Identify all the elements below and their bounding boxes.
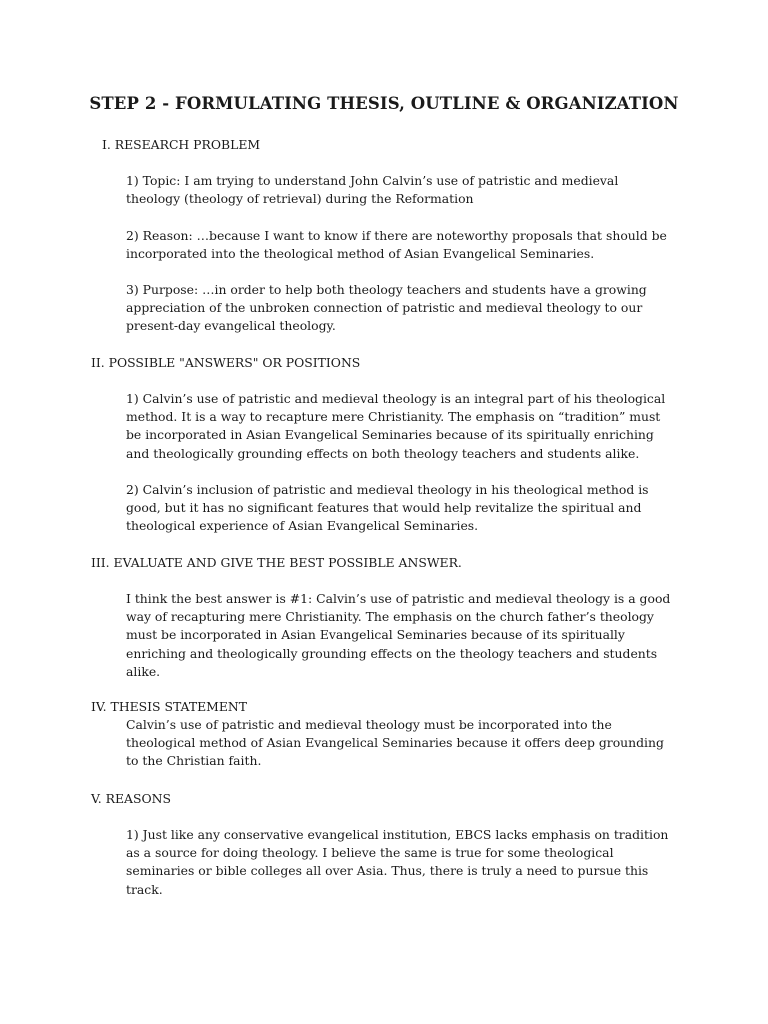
- text-line: Calvin’s use of patristic and medieval theology must be incorporated into the: [126, 717, 612, 732]
- text-line: to the Christian faith.: [126, 753, 262, 769]
- text-line: theology (theology of retrieval) during the Reformation: [126, 191, 474, 207]
- text-line: and theologically grounding effects on both theology teachers and students alike.: [126, 445, 640, 461]
- text-line: seminaries or bible colleges all over Asia. Thus, there is truly a need to pursue this: [126, 863, 649, 879]
- text-line: present-day evangelical theology.: [126, 318, 336, 334]
- heading-thesis-statement: IV. THESIS STATEMENT: [91, 699, 247, 714]
- text-line: alike.: [126, 663, 161, 679]
- heading-possible-answers: II. POSSIBLE "ANSWERS" OR POSITIONS: [91, 355, 361, 370]
- text-line: I think the best answer is #1: Calvin’s use of patristic and medieval theology is a good: [126, 591, 671, 606]
- heading-evaluate: III. EVALUATE AND GIVE THE BEST POSSIBLE ANSWER.: [91, 555, 462, 570]
- text-line: theological method of Asian Evangelical Seminaries because it offers deep grounding: [126, 735, 664, 751]
- text-line: 3) Purpose: …in order to help both theology teachers and students have a growing: [126, 282, 647, 297]
- text-line: incorporated into the theological method of Asian Evangelical Seminaries.: [126, 246, 595, 262]
- text-line: 2) Reason: …because I want to know if there are noteworthy proposals that should be: [126, 228, 667, 243]
- text-line: as a source for doing theology. I believe the same is true for some theological: [126, 845, 614, 861]
- text-line: way of recapturing mere Christianity. The emphasis on the church father’s theology: [126, 609, 654, 625]
- text-line: good, but it has no significant features that would help revitalize the spiritual and: [126, 500, 642, 516]
- text-line: appreciation of the unbroken connection of patristic and medieval theology to our: [126, 300, 643, 316]
- heading-reasons: V. REASONS: [91, 791, 171, 806]
- text-line: 1) Topic: I am trying to understand John Calvin’s use of patristic and medieval: [126, 173, 619, 188]
- paragraph-thesis: [126, 716, 686, 771]
- document-title: STEP 2 - FORMULATING THESIS, OUTLINE & ORGANIZATION: [89, 94, 679, 113]
- text-line: enriching and theologically grounding effects on the theology teachers and students: [126, 645, 658, 661]
- paragraph-best-answer: [126, 590, 686, 681]
- text-line: 2) Calvin’s inclusion of patristic and medieval theology in his theological method is: [126, 482, 649, 497]
- paragraph-answer-1: [126, 390, 686, 463]
- paragraph-answer-2: [126, 481, 686, 536]
- text-line: method. It is a way to recapture mere Christianity. The emphasis on “tradition” must: [126, 409, 661, 425]
- heading-research-problem: I. RESEARCH PROBLEM: [102, 137, 261, 152]
- text-line: theological experience of Asian Evangelical Seminaries.: [126, 518, 479, 534]
- text-line: track.: [126, 881, 163, 897]
- text-line: 1) Just like any conservative evangelical institution, EBCS lacks emphasis on tradition: [126, 827, 669, 842]
- text-line: must be incorporated in Asian Evangelical Seminaries because of its spiritually: [126, 627, 625, 643]
- text-line: be incorporated in Asian Evangelical Seminaries because of its spiritually enriching: [126, 427, 654, 443]
- paragraph-reason-1: [126, 826, 686, 899]
- paragraph-topic: [126, 172, 686, 208]
- text-line: 1) Calvin’s use of patristic and medieval theology is an integral part of his theological: [126, 391, 666, 406]
- paragraph-reason: [126, 227, 686, 263]
- paragraph-purpose: [126, 281, 686, 336]
